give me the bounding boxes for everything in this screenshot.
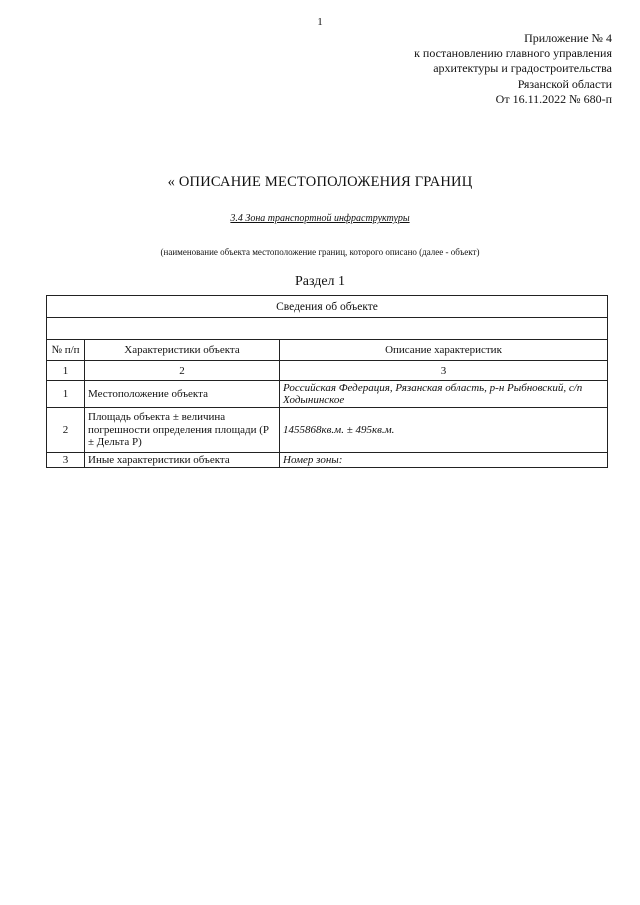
characteristic-cell: Местоположение объекта [85, 381, 280, 408]
object-name-text: 3.4 Зона транспортной инфраструктуры [230, 213, 410, 224]
description-cell: Номер зоны: [280, 453, 608, 468]
object-name-caption: (наименование объекта местоположение границ, которого описано (далее - объект) [160, 247, 480, 257]
column-number-row [47, 361, 608, 381]
table-empty-row [47, 318, 608, 340]
object-name [0, 213, 640, 224]
row-number-cell: 3 [47, 453, 85, 468]
column-number-cell: 3 [280, 361, 608, 381]
description-cell: 1455868кв.м. ± 495кв.м. [280, 408, 608, 453]
row-number-cell: 1 [47, 381, 85, 408]
row-number-cell: 2 [47, 408, 85, 453]
appendix-line: архитектуры и градостроительства [433, 61, 612, 76]
description-cell: Российская Федерация, Рязанская область, р-н Рыбновский, с/п Ходынинское [280, 381, 608, 408]
table-row [47, 453, 608, 468]
column-number-cell: 2 [85, 361, 280, 381]
document-title: « ОПИСАНИЕ МЕСТОПОЛОЖЕНИЯ ГРАНИЦ [167, 174, 473, 190]
object-info-table [46, 295, 608, 468]
header-cell: Характеристики объекта [85, 340, 280, 361]
table-caption-row [47, 296, 608, 318]
header-cell: Описание характеристик [280, 340, 608, 361]
appendix-line: От 16.11.2022 № 680-п [495, 91, 612, 106]
appendix-block [414, 31, 612, 107]
table-row [47, 408, 608, 453]
appendix-line: Приложение № 4 [524, 31, 612, 45]
table-caption: Сведения об объекте [47, 296, 608, 318]
table-header-row [47, 340, 608, 361]
empty-cell [47, 318, 608, 340]
header-cell: № п/п [47, 340, 85, 361]
column-number-cell: 1 [47, 361, 85, 381]
characteristic-cell: Площадь объекта ± величина погрешности определения площади (P ± Дельта P) [85, 408, 280, 453]
table-row [47, 381, 608, 408]
page-number: 1 [317, 16, 323, 28]
appendix-line: Рязанской области [517, 76, 612, 91]
section-title: Раздел 1 [294, 274, 346, 289]
appendix-line: к постановлению главного управления [414, 46, 612, 61]
characteristic-cell: Иные характеристики объекта [85, 453, 280, 468]
